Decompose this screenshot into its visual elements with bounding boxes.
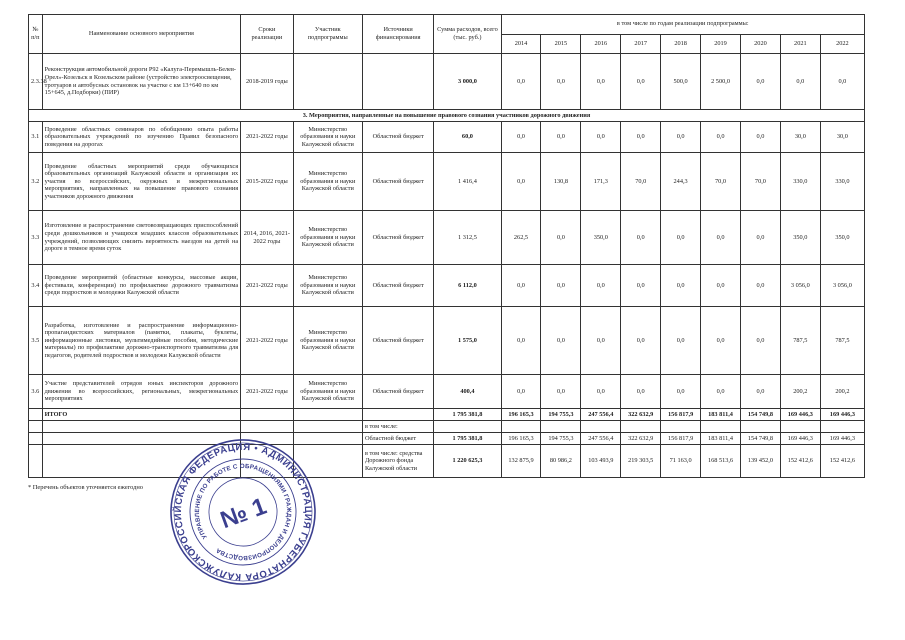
regional-label: Областной бюджет (362, 433, 433, 445)
fund-year-value: 152 412,6 (820, 445, 864, 478)
regional-year-value: 169 446,3 (820, 433, 864, 445)
row-num: 3.5 (29, 307, 43, 375)
row-year-value: 200,2 (780, 375, 820, 409)
row-year-value: 0,0 (661, 375, 701, 409)
section-row (29, 110, 865, 122)
total-row (29, 409, 865, 421)
row-name: Участие представителей отрядов юных инспекторов дорожного движения во всероссийских, региональных, межрегиональных мероприятиях (42, 375, 240, 409)
row-year-value: 0,0 (581, 307, 621, 375)
total-year-value: 196 165,3 (501, 409, 541, 421)
row-year-value: 244,3 (661, 153, 701, 211)
regional-year-value: 322 632,9 (621, 433, 661, 445)
row-num: 2.3.38 (29, 54, 43, 110)
row-source: Областной бюджет (362, 307, 433, 375)
total-year-value: 194 755,3 (541, 409, 581, 421)
row-year-value: 0,0 (820, 54, 864, 110)
row-year-value: 787,5 (820, 307, 864, 375)
row-term: 2021-2022 годы (241, 122, 294, 153)
row-sum: 3 000,0 (434, 54, 501, 110)
row-year-value: 70,0 (621, 153, 661, 211)
row-participant: Министерство образования и науки Калужской области (293, 307, 362, 375)
row-year-value: 3 056,0 (820, 265, 864, 307)
row-year-value: 0,0 (501, 122, 541, 153)
footnote: * Перечень объектов уточняется ежегодно (28, 484, 143, 491)
row-year-value: 3 056,0 (780, 265, 820, 307)
row-year-value: 0,0 (661, 122, 701, 153)
col-years-header: в том числе по годам реализации подпрограммы: (501, 15, 864, 35)
row-year-value: 0,0 (541, 375, 581, 409)
row-year-value: 262,5 (501, 211, 541, 265)
fund-year-value: 103 493,9 (581, 445, 621, 478)
fund-year-value: 152 412,6 (780, 445, 820, 478)
row-year-value: 0,0 (501, 375, 541, 409)
row-year-value: 30,0 (780, 122, 820, 153)
row-year-value: 0,0 (501, 307, 541, 375)
row-year-value: 0,0 (541, 211, 581, 265)
row-year-value: 0,0 (780, 54, 820, 110)
row-source: Областной бюджет (362, 265, 433, 307)
year-header: 2021 (780, 34, 820, 54)
row-num: 3.4 (29, 265, 43, 307)
row-year-value: 0,0 (621, 375, 661, 409)
row-year-value: 0,0 (581, 265, 621, 307)
table-row (29, 375, 865, 409)
row-participant: Министерство образования и науки Калужской области (293, 211, 362, 265)
row-year-value: 350,0 (581, 211, 621, 265)
total-year-value: 156 817,9 (661, 409, 701, 421)
budget-table (28, 14, 865, 478)
row-sum: 1 575,0 (434, 307, 501, 375)
fund-year-value: 132 875,9 (501, 445, 541, 478)
fund-year-value: 168 513,6 (701, 445, 741, 478)
year-header: 2019 (701, 34, 741, 54)
year-header: 2014 (501, 34, 541, 54)
incl-label: в том числе: (362, 421, 433, 433)
row-num: 3.3 (29, 211, 43, 265)
total-label: ИТОГО (42, 409, 240, 421)
row-year-value: 0,0 (701, 122, 741, 153)
row-name: Проведение мероприятий (областные конкурсы, массовые акции, фестивали, конференции) по профилактике дорожного травматизма среди подростков и молодежи Калужской области (42, 265, 240, 307)
total-year-value: 169 446,3 (820, 409, 864, 421)
row-year-value: 0,0 (621, 211, 661, 265)
row-participant: Министерство образования и науки Калужской области (293, 375, 362, 409)
col-participant-header: Участник подпрограммы (293, 15, 362, 54)
row-year-value: 0,0 (501, 265, 541, 307)
row-year-value: 787,5 (780, 307, 820, 375)
budget-table-sheet (28, 14, 865, 478)
table-row (29, 265, 865, 307)
row-participant (293, 54, 362, 110)
regional-year-value: 247 556,4 (581, 433, 621, 445)
regional-sum: 1 795 381,8 (434, 433, 501, 445)
row-year-value: 0,0 (701, 375, 741, 409)
row-year-value: 0,0 (661, 265, 701, 307)
row-year-value: 0,0 (541, 307, 581, 375)
row-year-value: 0,0 (661, 211, 701, 265)
row-year-value: 70,0 (740, 153, 780, 211)
row-year-value: 30,0 (820, 122, 864, 153)
row-year-value: 0,0 (621, 54, 661, 110)
fund-sum: 1 220 625,3 (434, 445, 501, 478)
row-year-value: 0,0 (621, 265, 661, 307)
row-term: 2021-2022 годы (241, 307, 294, 375)
row-source: Областной бюджет (362, 375, 433, 409)
table-row (29, 211, 865, 265)
row-year-value: 500,0 (661, 54, 701, 110)
year-header: 2016 (581, 34, 621, 54)
regional-year-value: 156 817,9 (661, 433, 701, 445)
section-title: 3. Мероприятия, направленные на повышение правового сознания участников дорожного движения (29, 110, 865, 122)
row-year-value: 0,0 (581, 375, 621, 409)
year-header: 2017 (621, 34, 661, 54)
row-year-value: 70,0 (701, 153, 741, 211)
total-sum: 1 795 381,8 (434, 409, 501, 421)
seal-number: № 1 (216, 492, 271, 535)
row-source: Областной бюджет (362, 122, 433, 153)
row-year-value: 0,0 (621, 307, 661, 375)
regional-year-value: 154 749,8 (740, 433, 780, 445)
row-term: 2015-2022 годы (241, 153, 294, 211)
seal-outer-text: РОССИЙСКАЯ ФЕДЕРАЦИЯ • АДМИНИСТРАЦИЯ ГУБЕРНАТОРА КАЛУЖСКОЙ (172, 441, 314, 583)
row-year-value: 0,0 (701, 307, 741, 375)
seal-inner-text: УПРАВЛЕНИЕ ПО РАБОТЕ С ОБРАЩЕНИЯМИ ГРАЖДАН И ДЕЛОПРОИЗВОДСТВА (193, 462, 293, 562)
regional-year-value: 183 811,4 (701, 433, 741, 445)
row-year-value: 0,0 (701, 211, 741, 265)
row-name: Проведение областных семинаров по обобщению опыта работы образовательных учреждений по изучению Правил безопасного поведения на дорогах (42, 122, 240, 153)
row-year-value: 330,0 (820, 153, 864, 211)
row-year-value: 0,0 (740, 122, 780, 153)
year-header: 2018 (661, 34, 701, 54)
col-source-header: Источники финансирования (362, 15, 433, 54)
fund-year-value: 71 163,0 (661, 445, 701, 478)
regional-year-value: 196 165,3 (501, 433, 541, 445)
table-row (29, 307, 865, 375)
row-term: 2014, 2016, 2021-2022 годы (241, 211, 294, 265)
row-source: Областной бюджет (362, 153, 433, 211)
row-source (362, 54, 433, 110)
total-year-value: 247 556,4 (581, 409, 621, 421)
row-sum: 400,4 (434, 375, 501, 409)
row-year-value: 350,0 (780, 211, 820, 265)
row-sum: 1 416,4 (434, 153, 501, 211)
row-year-value: 0,0 (661, 307, 701, 375)
row-term: 2021-2022 годы (241, 265, 294, 307)
total-year-value: 322 632,9 (621, 409, 661, 421)
road-fund-row (29, 445, 865, 478)
row-year-value: 130,8 (541, 153, 581, 211)
col-num-header: № п/п (29, 15, 43, 54)
col-term-header: Сроки реализации (241, 15, 294, 54)
row-name: Проведение областных мероприятий среди обучающихся образовательных организаций Калужской области и организация их участия во всероссийских, окружных и межрегиональных мероприятиях, направленных на повышение правового сознания участников дорожного движения (42, 153, 240, 211)
row-year-value: 0,0 (541, 54, 581, 110)
row-year-value: 200,2 (820, 375, 864, 409)
table-row-2-3-38 (29, 54, 865, 110)
fund-year-value: 80 986,2 (541, 445, 581, 478)
row-year-value: 0,0 (740, 375, 780, 409)
regional-year-value: 169 446,3 (780, 433, 820, 445)
row-year-value: 0,0 (581, 122, 621, 153)
row-year-value: 0,0 (740, 211, 780, 265)
regional-year-value: 194 755,3 (541, 433, 581, 445)
row-year-value: 0,0 (541, 122, 581, 153)
row-participant: Министерство образования и науки Калужской области (293, 153, 362, 211)
row-participant: Министерство образования и науки Калужской области (293, 122, 362, 153)
row-year-value: 0,0 (501, 153, 541, 211)
row-num: 3.6 (29, 375, 43, 409)
year-header: 2020 (740, 34, 780, 54)
col-name-header: Наименование основного мероприятия (42, 15, 240, 54)
row-name: Реконструкция автомобильной дороги Р92 «Калуга-Перемышль-Белев-Орел»-Козельск в Козельском районе (устройство электроосвещения, тротуаров и автобусных остановок на участке с км 13+640 по км 15+645, д.Подборки) (ПИР) (42, 54, 240, 110)
year-header: 2022 (820, 34, 864, 54)
row-num: 3.1 (29, 122, 43, 153)
row-year-value: 0,0 (740, 54, 780, 110)
row-year-value: 0,0 (621, 122, 661, 153)
row-source: Областной бюджет (362, 211, 433, 265)
header-row (29, 15, 865, 35)
row-sum: 6 112,0 (434, 265, 501, 307)
fund-year-value: 139 452,0 (740, 445, 780, 478)
row-year-value: 0,0 (581, 54, 621, 110)
row-year-value: 0,0 (701, 265, 741, 307)
row-sum: 60,0 (434, 122, 501, 153)
row-participant: Министерство образования и науки Калужской области (293, 265, 362, 307)
col-sum-header: Сумма расходов, всего (тыс. руб.) (434, 15, 501, 54)
row-year-value: 0,0 (541, 265, 581, 307)
row-sum: 1 312,5 (434, 211, 501, 265)
row-term: 2018-2019 годы (241, 54, 294, 110)
row-year-value: 0,0 (740, 307, 780, 375)
row-year-value: 0,0 (740, 265, 780, 307)
row-name: Изготовление и распространение световозвращающих приспособлений среди дошкольников и учащихся младших классов образовательных учреждений, позволяющих снизить вероятность наездов на детей на дороге в темное время суток (42, 211, 240, 265)
regional-budget-row (29, 433, 865, 445)
total-year-value: 183 811,4 (701, 409, 741, 421)
row-year-value: 2 500,0 (701, 54, 741, 110)
year-header: 2015 (541, 34, 581, 54)
fund-year-value: 219 303,5 (621, 445, 661, 478)
row-year-value: 350,0 (820, 211, 864, 265)
row-year-value: 171,3 (581, 153, 621, 211)
table-row (29, 153, 865, 211)
row-num: 3.2 (29, 153, 43, 211)
official-seal-stamp (168, 437, 318, 587)
row-name: Разработка, изготовление и распространение информационно-пропагандистских материалов (памятки, плакаты, буклеты, информационные листовки, мультимедийные пособия, методические материалы) по профилактике дорожно-транспортного травматизма для педагогов, родителей подростков и молодежи Калужской области (42, 307, 240, 375)
row-term: 2021-2022 годы (241, 375, 294, 409)
total-year-value: 154 749,8 (740, 409, 780, 421)
total-incl-row (29, 421, 865, 433)
row-year-value: 0,0 (501, 54, 541, 110)
row-year-value: 330,0 (780, 153, 820, 211)
fund-label: в том числе: средства Дорожного фонда Калужской области (362, 445, 433, 478)
total-year-value: 169 446,3 (780, 409, 820, 421)
table-row (29, 122, 865, 153)
